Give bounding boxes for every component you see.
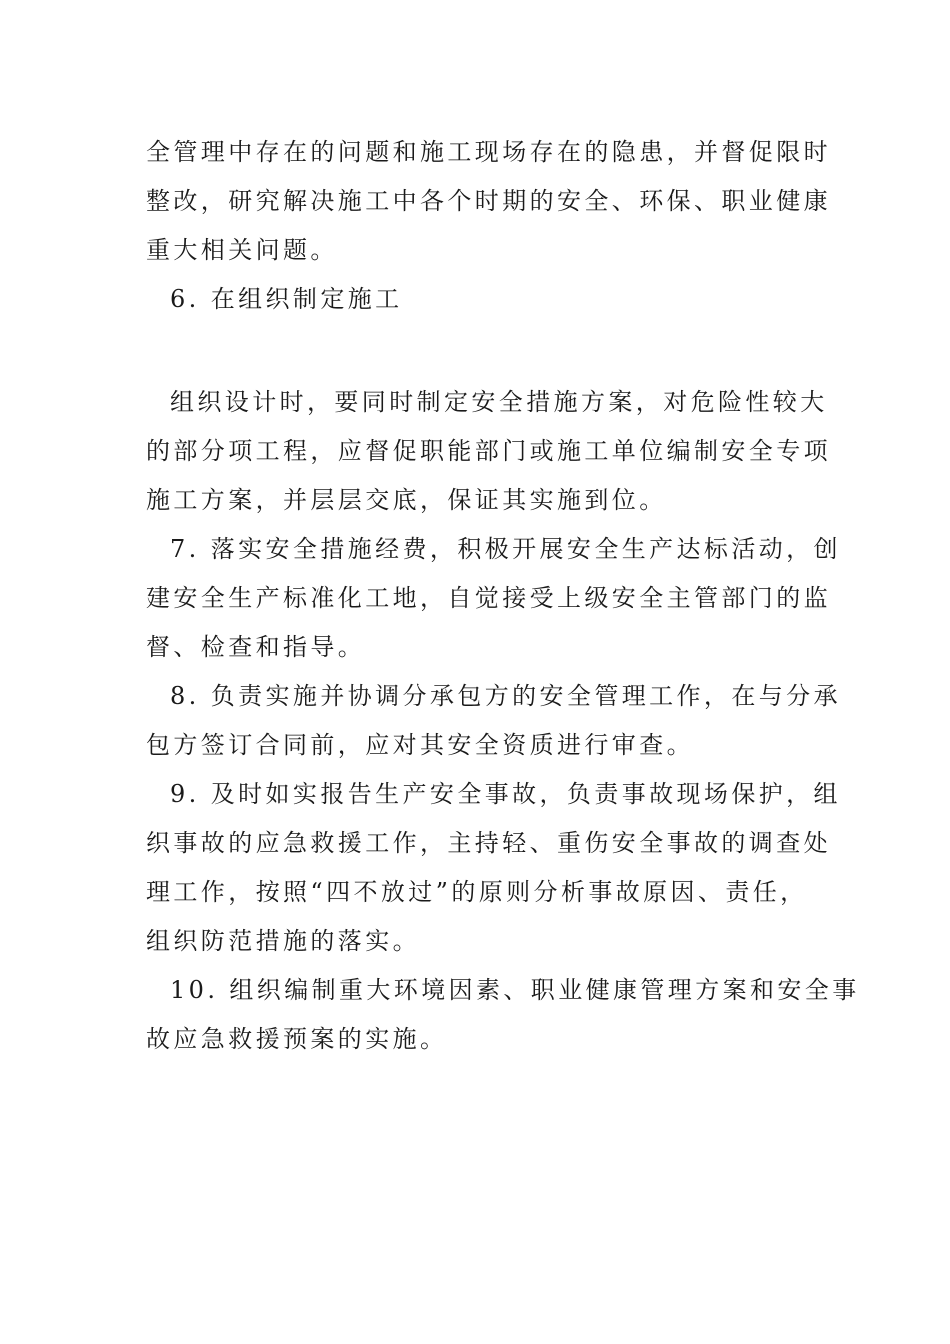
text-line: 全管理中存在的问题和施工现场存在的隐患，并督促限时 [146,138,831,166]
text-line: 包方签订合同前，应对其安全资质进行审查。 [146,731,694,759]
list-item-10: 10. 组织编制重大环境因素、职业健康管理方案和安全事 [170,976,860,1004]
text-line: 故应急救援预案的实施。 [146,1025,448,1053]
list-item-9: 9. 及时如实报告生产安全事故，负责事故现场保护，组 [170,780,841,808]
text-line: 督、检查和指导。 [146,633,366,661]
list-item-8: 8. 负责实施并协调分承包方的安全管理工作，在与分承 [170,682,841,710]
text-line: 整改，研究解决施工中各个时期的安全、环保、职业健康 [146,187,831,215]
text-line: 组织设计时，要同时制定安全措施方案，对危险性较大 [170,388,828,416]
text-block-top [146,128,831,324]
text-line: 施工方案，并层层交底，保证其实施到位。 [146,486,667,514]
list-item-7: 7. 落实安全措施经费，积极开展安全生产达标活动，创 [170,535,841,563]
list-item-6-start: 6. 在组织制定施工 [170,285,403,313]
text-line: 织事故的应急救援工作，主持轻、重伤安全事故的调查处 [146,829,831,857]
text-line: 重大相关问题。 [146,236,338,264]
text-block-main [146,378,860,1064]
text-line: 理工作，按照“四不放过”的原则分析事故原因、责任， [146,878,808,906]
text-line: 的部分项工程，应督促职能部门或施工单位编制安全专项 [146,437,831,465]
text-line: 建安全生产标准化工地，自觉接受上级安全主管部门的监 [146,584,831,612]
text-line: 组织防范措施的落实。 [146,927,420,955]
